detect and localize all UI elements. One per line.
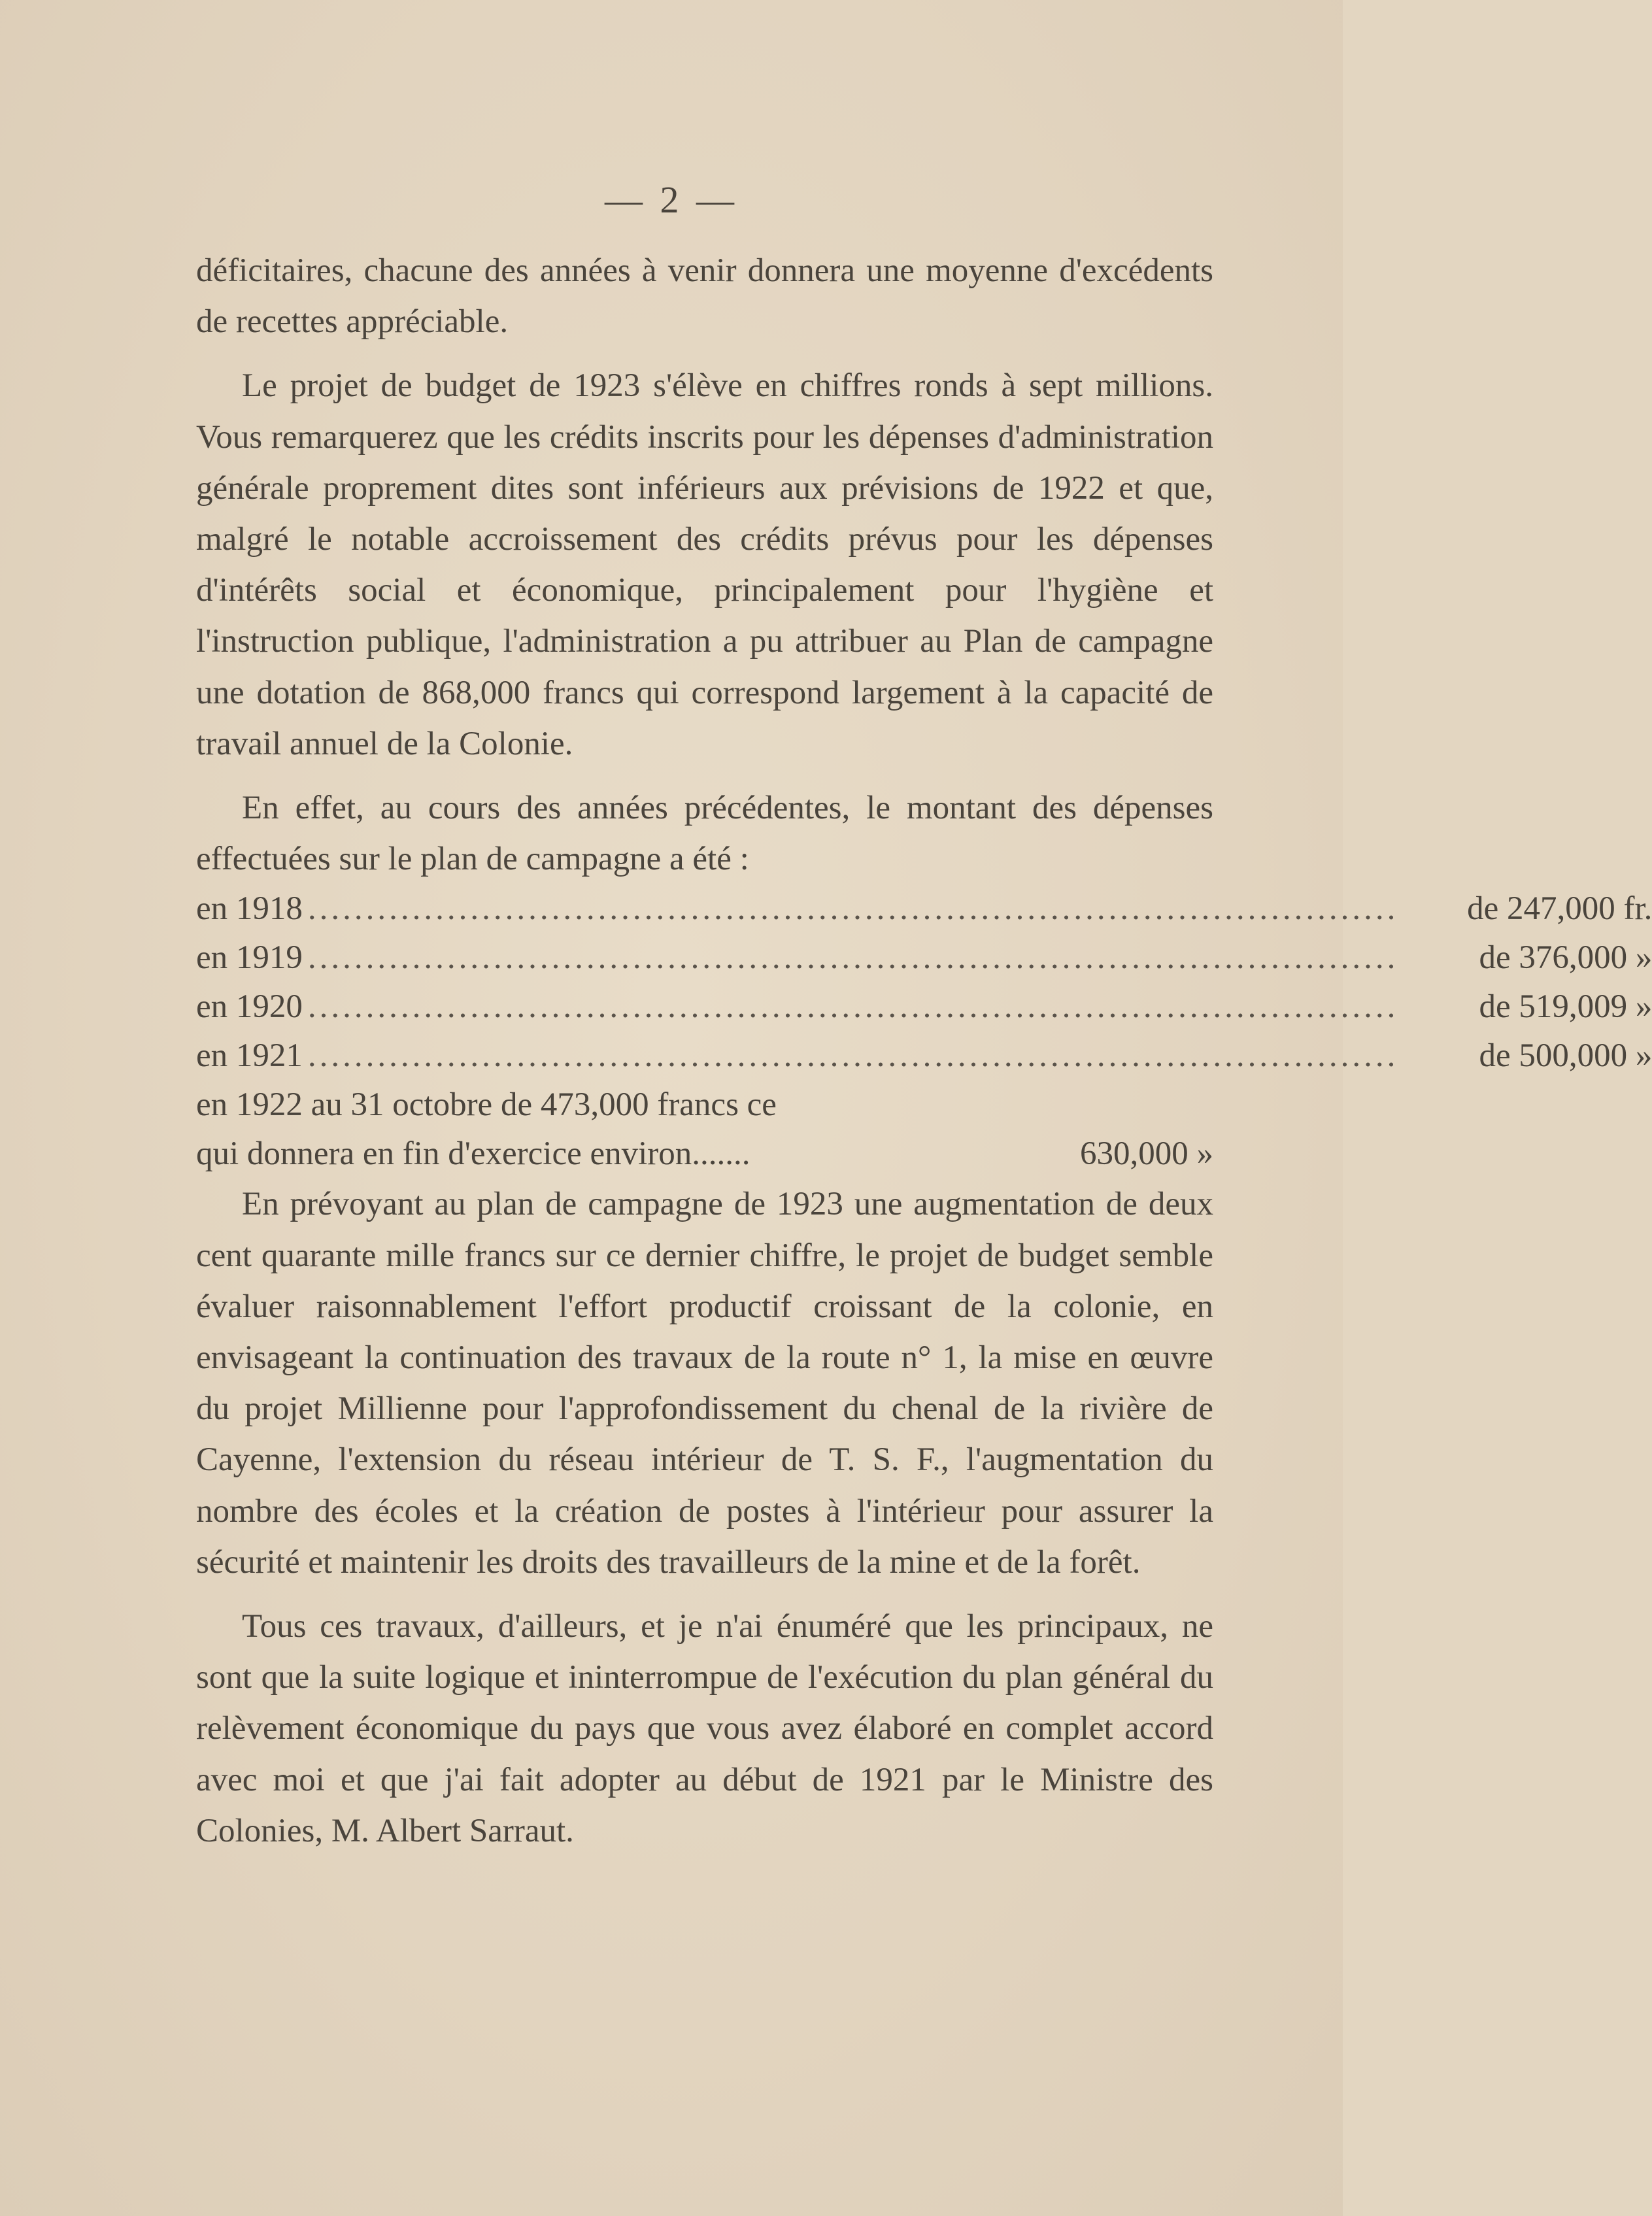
expense-row xyxy=(196,1032,1652,1081)
paragraph-2: Le projet de budget de 1923 s'élève en chiffres ronds à sept millions. Vous remarquerez que les crédits inscrits pour les dépenses d'administration générale proprement dites sont inférieurs aux prévisions de 1922 et que, malgré le notable accroissement des crédits prévus pour les dépenses d'intérêts social et économique, principalement pour l'hygiène et l'instruction publique, l'administration a pu attribuer au Plan de campagne une dotation de 868,000 francs qui correspond largement à la capacité de travail annuel de la Colonie. xyxy=(196,367,1213,762)
dot-leader: .............................................................................................. xyxy=(307,988,1399,1026)
expense-row-final xyxy=(196,1130,1213,1179)
expense-row-1922 xyxy=(196,1081,1213,1130)
expense-final-amount: 630,000 » xyxy=(1080,1135,1213,1173)
paragraph-5: Tous ces travaux, d'ailleurs, et je n'ai énuméré que les principaux, ne sont que la suite logique et ininterrompue de l'exécution du plan général du relèvement économique du pays que vous avez élaboré en complet accord avec moi et que j'ai fait adopter au début de 1921 par le Ministre des Colonies, M. Albert Sarraut. xyxy=(196,1608,1213,1849)
dot-leader: .............................................................................................. xyxy=(307,890,1399,928)
expense-year: en 1921 xyxy=(196,1037,303,1075)
expense-row xyxy=(196,884,1652,933)
expense-final-label: qui donnera en fin d'exercice environ....... xyxy=(196,1135,750,1173)
expense-year: en 1919 xyxy=(196,939,303,977)
expense-amount: de 247,000 fr. xyxy=(1467,890,1652,928)
expense-amount: de 500,000 » xyxy=(1479,1037,1652,1075)
expense-year: en 1920 xyxy=(196,988,303,1026)
dot-leader: .............................................................................................. xyxy=(307,939,1399,977)
expense-year: en 1918 xyxy=(196,890,303,928)
expense-row xyxy=(196,933,1652,982)
expenses-list xyxy=(196,884,1652,1179)
page-number: — 2 — xyxy=(605,178,738,221)
body-text xyxy=(196,245,1652,1856)
expense-row xyxy=(196,982,1652,1032)
dot-leader: .............................................................................................. xyxy=(307,1037,1399,1075)
paragraph-1: déficitaires, chacune des années à venir donnera une moyenne d'excédents de recettes appréciable. xyxy=(196,252,1213,341)
expense-amount: de 376,000 » xyxy=(1479,939,1652,977)
expense-1922-text: en 1922 au 31 octobre de 473,000 francs ce xyxy=(196,1086,777,1124)
paragraph-3: En effet, au cours des années précédentes, le montant des dépenses effectuées sur le plan de campagne a été : xyxy=(196,790,1213,878)
expense-amount: de 519,009 » xyxy=(1479,988,1652,1026)
paragraph-4: En prévoyant au plan de campagne de 1923 une augmentation de deux cent quarante mille francs sur ce dernier chiffre, le projet de budget semble évaluer raisonnablement l'effort productif croissant de la colonie, en envisageant la continuation des travaux de la route n° 1, la mise en œuvre du projet Millienne pour l'approfondissement du chenal de la rivière de Cayenne, l'extension du réseau intérieur de T. S. F., l'augmentation du nombre des écoles et la création de postes à l'intérieur pour assurer la sécurité et maintenir les droits des travailleurs de la mine et de la forêt. xyxy=(196,1186,1213,1581)
